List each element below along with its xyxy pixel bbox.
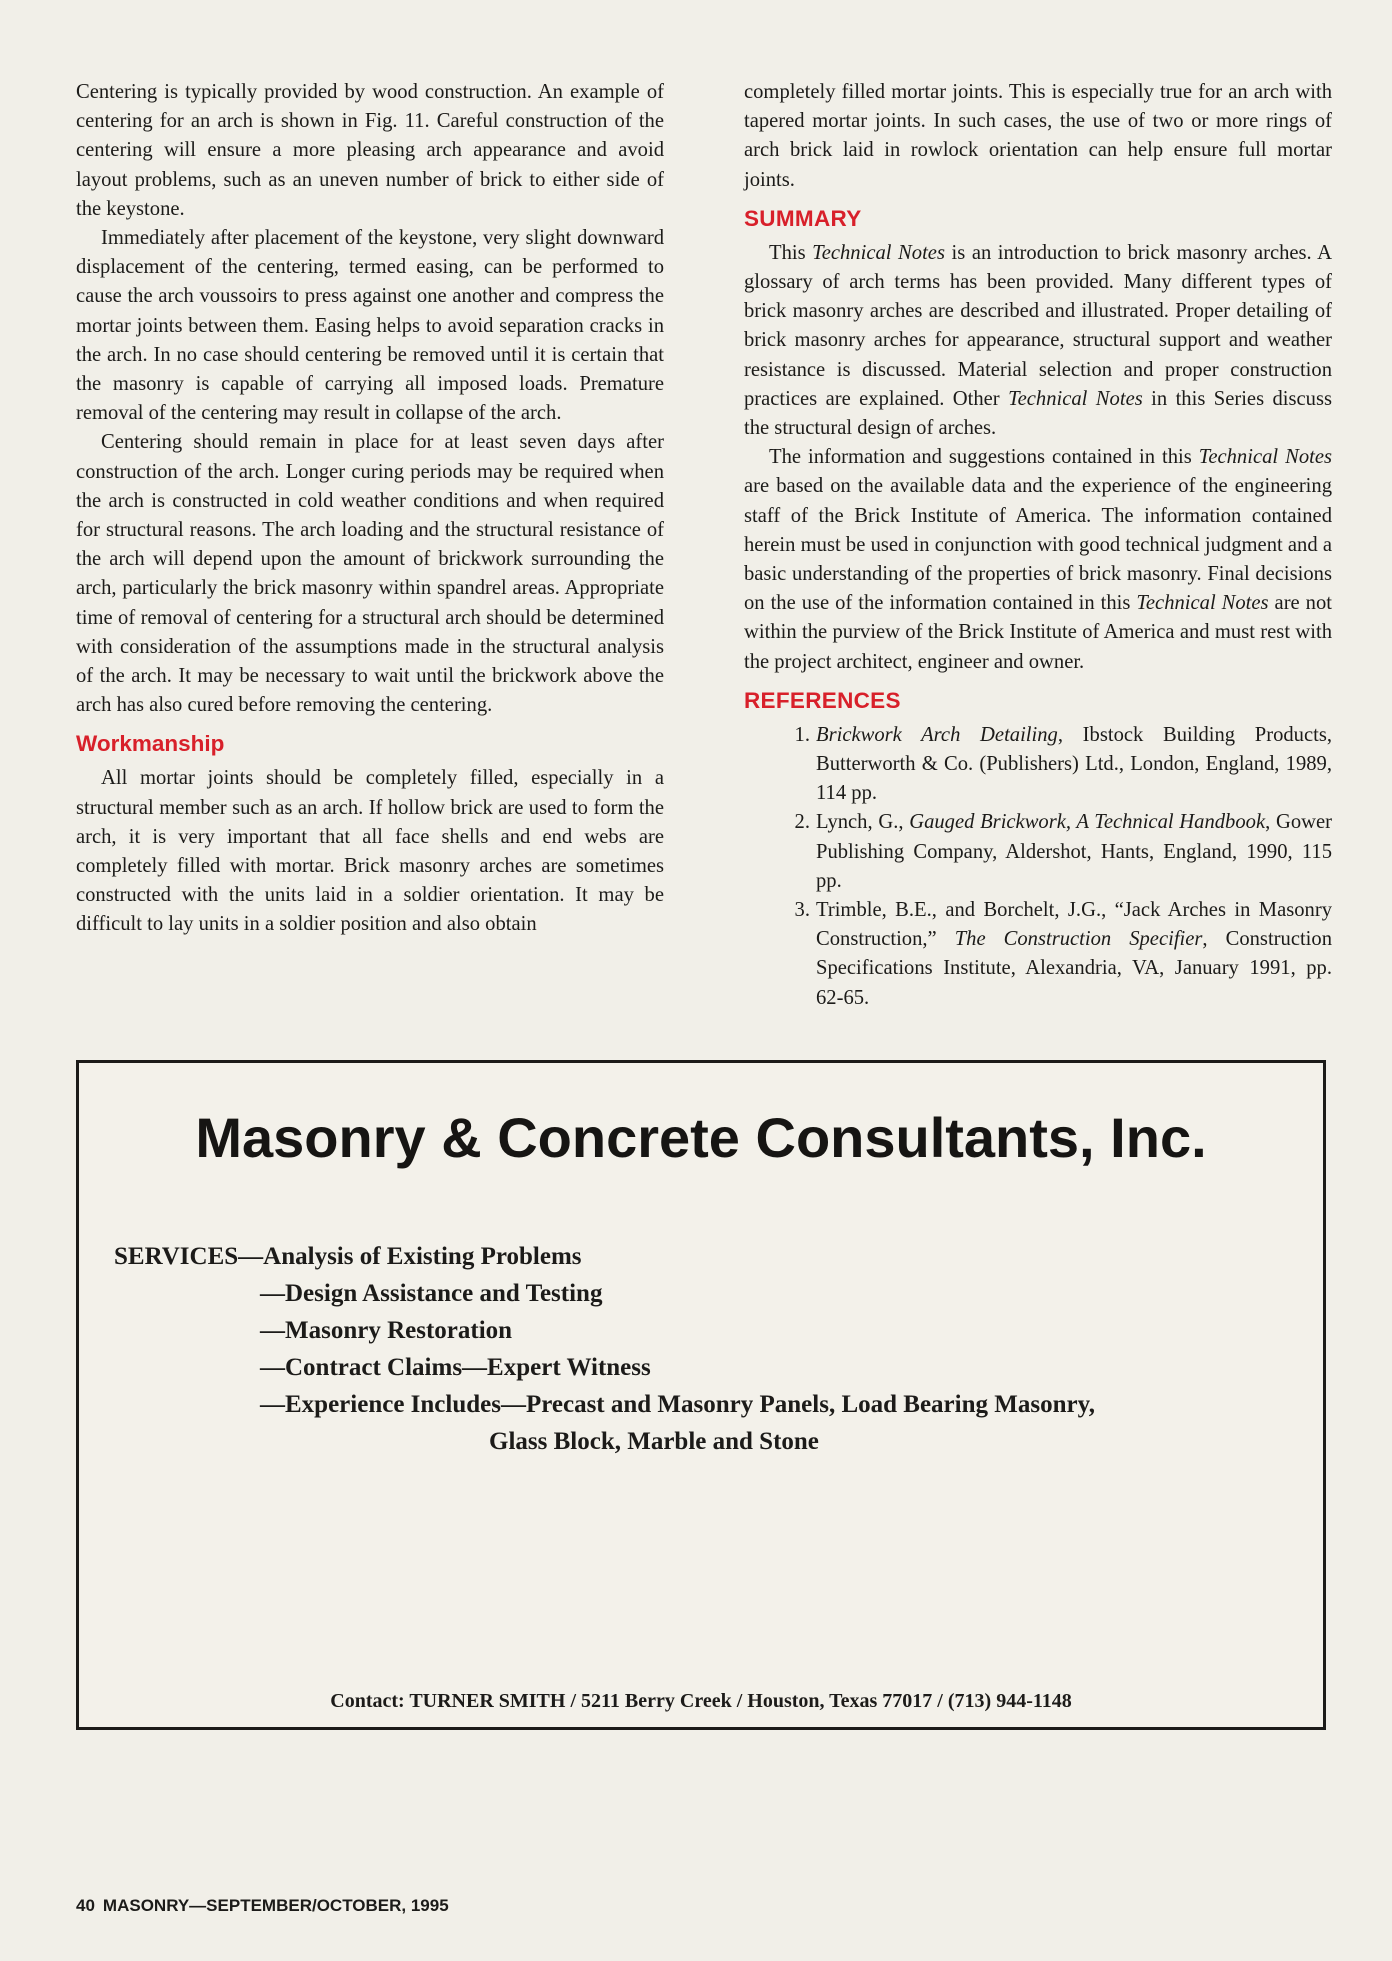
consultants-advertisement [76, 1060, 1326, 1730]
service-line: SERVICES—Analysis of Existing Problems [114, 1243, 582, 1270]
page-number: 40 [76, 1896, 95, 1915]
technical-notes-ref: Technical Notes [1008, 387, 1143, 410]
technical-notes-ref: Technical Notes [1136, 592, 1269, 615]
reference-title: The Construction Specifier [954, 928, 1203, 951]
reference-title: Gauged Brickwork, A Technical Handbook [909, 811, 1266, 834]
reference-title: Brickwork Arch Detailing [816, 723, 1058, 746]
reference-item: 2. Lynch, G., Gauged Brickwork, A Technical Handbook, Gower Publishing Company, Aldershot, Hants, England, 1990, 115 pp. [794, 811, 1332, 892]
paragraph-workmanship: All mortar joints should be completely filled, especially in a structural member such as an arch. If hollow brick are used to form the arch, it is very important that all face shells and end webs are completely filled with mortar. Brick masonry arches are sometimes constructed with the units laid in a soldier orientation. It may be difficult to lay units in a soldier position and also obtain [76, 767, 664, 936]
service-line: —Masonry Restoration [260, 1317, 513, 1344]
reference-item: 3. Trimble, B.E., and Borchelt, J.G., “Jack Arches in Masonry Construction,” The Construction Specifier, Construction Specifications Institute, Alexandria, VA, January 1991, pp. 62-65. [794, 899, 1332, 1009]
publication-line: MASONRY—SEPTEMBER/OCTOBER, 1995 [102, 1896, 449, 1915]
service-line-continuation: Glass Block, Marble and Stone [489, 1428, 819, 1455]
references-list [744, 721, 1332, 1013]
right-column [744, 78, 1332, 1013]
services-label: SERVICES [114, 1243, 239, 1270]
ad-title: Masonry & Concrete Consultants, Inc. [195, 1106, 1207, 1169]
reference-item: 1. Brickwork Arch Detailing, Ibstock Building Products, Butterworth & Co. (Publishers) Ltd., London, England, 1989, 114 pp. [794, 723, 1332, 805]
paragraph-centering-duration: Centering should remain in place for at least seven days after construction of the arch. Longer curing periods may be required when the arch is constructed in cold weather conditions and when required for structural reasons. The arch loading and the structural resistance of the arch will depend upon the amount of brickwork surrounding the arch, particularly the brick masonry within spandrel areas. Appropriate time of removal of centering for a structural arch should be determined with consideration of the assumptions made in the structural analysis of the arch. It may be necessary to wait until the brickwork above the arch has also cured before removing the centering. [76, 431, 664, 717]
technical-notes-ref: Technical Notes [812, 241, 945, 264]
paragraph-easing: Immediately after placement of the keystone, very slight downward displacement of the centering, termed easing, can be performed to cause the arch voussoirs to press against one another and compress the mortar joints between them. Easing helps to avoid separation cracks in the arch. In no case should centering be removed until it is certain that the masonry is capable of carrying all imposed loads. Premature removal of the centering may result in collapse of the arch. [76, 227, 664, 425]
paragraph-summary-1: This Technical Notes is an introduction to brick masonry arches. A glossary of arch terms has been provided. Many different types of brick masonry arches are described and illustrated. Proper detailing of brick masonry arches for appearance, structural support and weather resistance is discussed. Material selection and proper construction practices are explained. Other Technical Notes in this Series discuss the structural design of arches. [744, 241, 1332, 440]
summary-heading: SUMMARY [744, 205, 862, 231]
paragraph-centering-intro: Centering is typically provided by wood construction. An example of centering for an arch is shown in Fig. 11. Careful construction of the centering will ensure a more pleasing arch appearance and avoid layout problems, such as an uneven number of brick to either side of the keystone. [76, 81, 664, 220]
service-line: —Experience Includes—Precast and Masonry Panels, Load Bearing Masonry, [260, 1391, 1095, 1418]
ad-contact: Contact: TURNER SMITH / 5211 Berry Creek / Houston, Texas 77017 / (713) 944-1148 [330, 1690, 1072, 1712]
paragraph-workmanship-continued: completely filled mortar joints. This is especially true for an arch with tapered mortar joints. In such cases, the use of two or more rings of arch brick laid in rowlock orientation can help ensure full mortar joints. [744, 81, 1332, 191]
workmanship-heading: Workmanship [76, 731, 225, 757]
service-line: —Contract Claims—Expert Witness [260, 1354, 651, 1381]
left-column [76, 78, 664, 940]
service-line: —Design Assistance and Testing [260, 1280, 603, 1307]
technical-notes-ref: Technical Notes [1198, 446, 1332, 469]
page-footer [76, 1895, 449, 1917]
references-heading: REFERENCES [744, 687, 901, 713]
ad-services [114, 1238, 1095, 1460]
paragraph-summary-2: The information and suggestions contained in this Technical Notes are based on the available data and the experience of the engineering staff of the Brick Institute of America. The information contained herein must be used in conjunction with good technical judgment and a basic understanding of the properties of brick masonry. Final decisions on the use of the information contained in this Technical Notes are not within the purview of the Brick Institute of America and must rest with the project architect, engineer and owner. [744, 446, 1332, 673]
